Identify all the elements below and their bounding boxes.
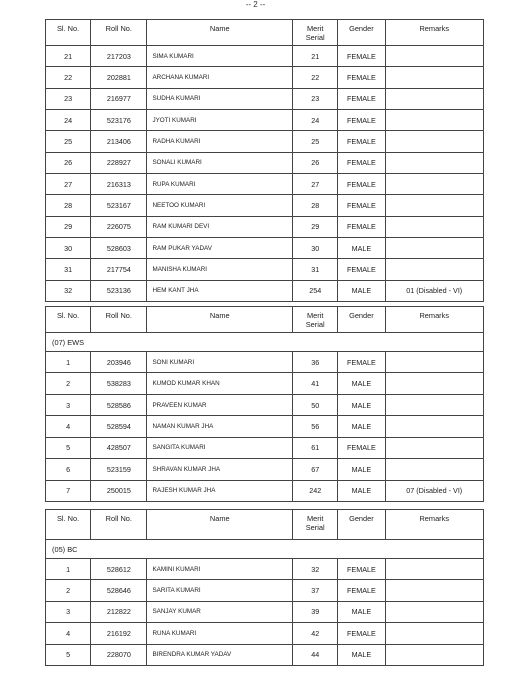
table-header-row <box>46 510 484 540</box>
header-roll-no: Roll No. <box>91 307 147 333</box>
header-sl-no: Sl. No. <box>46 20 91 46</box>
header-roll-no: Roll No. <box>91 510 147 540</box>
cell-merit-serial: 23 <box>293 88 338 109</box>
cell-name: SONALI KUMARI <box>147 152 293 173</box>
cell-merit-serial: 41 <box>293 373 338 394</box>
cell-roll-no: 523167 <box>91 195 147 216</box>
table-row <box>46 173 484 194</box>
cell-gender: FEMALE <box>338 259 385 280</box>
cell-gender: MALE <box>338 459 385 480</box>
cell-roll-no: 228927 <box>91 152 147 173</box>
cell-sl-no: 24 <box>46 109 91 130</box>
cell-roll-no: 528603 <box>91 237 147 258</box>
cell-roll-no: 216192 <box>91 623 147 644</box>
cell-roll-no: 428507 <box>91 437 147 458</box>
table-row <box>46 195 484 216</box>
cell-remarks <box>385 109 483 130</box>
header-sl-no: Sl. No. <box>46 510 91 540</box>
cell-merit-serial: 67 <box>293 459 338 480</box>
cell-name: SIMA KUMARI <box>147 46 293 67</box>
cell-remarks <box>385 131 483 152</box>
cell-sl-no: 5 <box>46 437 91 458</box>
cell-name: BIRENDRA KUMAR YADAV <box>147 644 293 665</box>
cell-sl-no: 26 <box>46 152 91 173</box>
cell-remarks <box>385 437 483 458</box>
cell-remarks: 01 (Disabled - VI) <box>385 280 483 301</box>
merit-table-section-1 <box>45 19 484 302</box>
table-row <box>46 152 484 173</box>
header-name: Name <box>147 20 293 46</box>
cell-merit-serial: 27 <box>293 173 338 194</box>
cell-merit-serial: 39 <box>293 601 338 622</box>
cell-name: RAM KUMARI DEVI <box>147 216 293 237</box>
cell-gender: FEMALE <box>338 173 385 194</box>
cell-gender: MALE <box>338 601 385 622</box>
cell-gender: FEMALE <box>338 559 385 580</box>
cell-remarks <box>385 580 483 601</box>
cell-sl-no: 23 <box>46 88 91 109</box>
cell-roll-no: 528586 <box>91 394 147 415</box>
cell-merit-serial: 37 <box>293 580 338 601</box>
table-row <box>46 216 484 237</box>
header-remarks: Remarks <box>385 307 483 333</box>
header-merit-line2: Serial <box>305 320 325 329</box>
table-row <box>46 88 484 109</box>
cell-name: RAM PUKAR YADAV <box>147 237 293 258</box>
cell-sl-no: 2 <box>46 373 91 394</box>
cell-remarks <box>385 623 483 644</box>
cell-gender: FEMALE <box>338 88 385 109</box>
cell-roll-no: 528594 <box>91 416 147 437</box>
cell-sl-no: 1 <box>46 352 91 373</box>
cell-merit-serial: 21 <box>293 46 338 67</box>
cell-roll-no: 213406 <box>91 131 147 152</box>
table-row <box>46 46 484 67</box>
cell-merit-serial: 30 <box>293 237 338 258</box>
cell-gender: FEMALE <box>338 437 385 458</box>
cell-merit-serial: 254 <box>293 280 338 301</box>
cell-roll-no: 216313 <box>91 173 147 194</box>
cell-gender: MALE <box>338 373 385 394</box>
cell-remarks <box>385 152 483 173</box>
cell-roll-no: 523136 <box>91 280 147 301</box>
cell-gender: FEMALE <box>338 623 385 644</box>
table-row <box>46 394 484 415</box>
header-remarks: Remarks <box>385 20 483 46</box>
cell-name: RUNA KUMARI <box>147 623 293 644</box>
header-roll-no: Roll No. <box>91 20 147 46</box>
merit-table-section-ews <box>45 306 484 502</box>
cell-remarks <box>385 88 483 109</box>
cell-roll-no: 226075 <box>91 216 147 237</box>
cell-gender: FEMALE <box>338 67 385 88</box>
cell-roll-no: 538283 <box>91 373 147 394</box>
category-label: (07) EWS <box>46 333 484 352</box>
cell-sl-no: 6 <box>46 459 91 480</box>
cell-sl-no: 5 <box>46 644 91 665</box>
cell-sl-no: 4 <box>46 416 91 437</box>
table-row <box>46 352 484 373</box>
cell-roll-no: 202881 <box>91 67 147 88</box>
cell-roll-no: 212822 <box>91 601 147 622</box>
cell-sl-no: 21 <box>46 46 91 67</box>
cell-remarks <box>385 416 483 437</box>
cell-gender: MALE <box>338 237 385 258</box>
cell-name: SANGITA KUMARI <box>147 437 293 458</box>
cell-remarks <box>385 216 483 237</box>
table-row <box>46 67 484 88</box>
cell-merit-serial: 24 <box>293 109 338 130</box>
table-row <box>46 580 484 601</box>
cell-remarks <box>385 46 483 67</box>
header-gender: Gender <box>338 20 385 46</box>
cell-gender: MALE <box>338 416 385 437</box>
cell-gender: FEMALE <box>338 352 385 373</box>
table-row <box>46 644 484 665</box>
cell-name: PRAVEEN KUMAR <box>147 394 293 415</box>
cell-roll-no: 528646 <box>91 580 147 601</box>
cell-gender: MALE <box>338 280 385 301</box>
table-row <box>46 131 484 152</box>
cell-remarks <box>385 459 483 480</box>
table-row <box>46 259 484 280</box>
header-merit-line2: Serial <box>305 523 325 532</box>
header-merit-line1: Merit <box>306 24 324 33</box>
cell-merit-serial: 31 <box>293 259 338 280</box>
category-row <box>46 540 484 559</box>
cell-remarks <box>385 173 483 194</box>
cell-name: SANJAY KUMAR <box>147 601 293 622</box>
cell-remarks <box>385 559 483 580</box>
header-merit-serial <box>293 20 338 46</box>
header-name: Name <box>147 510 293 540</box>
header-merit-serial <box>293 510 338 540</box>
cell-remarks <box>385 67 483 88</box>
header-merit-line1: Merit <box>306 311 324 320</box>
cell-sl-no: 31 <box>46 259 91 280</box>
table-row <box>46 416 484 437</box>
cell-remarks <box>385 352 483 373</box>
cell-remarks: 07 (Disabled - VI) <box>385 480 483 501</box>
cell-sl-no: 3 <box>46 394 91 415</box>
cell-remarks <box>385 394 483 415</box>
header-sl-no: Sl. No. <box>46 307 91 333</box>
category-label: (05) BC <box>46 540 484 559</box>
header-remarks: Remarks <box>385 510 483 540</box>
table-row <box>46 601 484 622</box>
cell-sl-no: 27 <box>46 173 91 194</box>
cell-name: ARCHANA KUMARI <box>147 67 293 88</box>
cell-name: RUPA KUMARI <box>147 173 293 194</box>
cell-roll-no: 203946 <box>91 352 147 373</box>
header-gender: Gender <box>338 307 385 333</box>
cell-name: RADHA KUMARI <box>147 131 293 152</box>
header-name: Name <box>147 307 293 333</box>
header-merit-serial <box>293 307 338 333</box>
cell-sl-no: 3 <box>46 601 91 622</box>
table-row <box>46 237 484 258</box>
table-header-row <box>46 20 484 46</box>
table-row <box>46 459 484 480</box>
cell-gender: FEMALE <box>338 109 385 130</box>
table-row <box>46 373 484 394</box>
page-number: -- 2 -- <box>245 0 266 9</box>
cell-roll-no: 250015 <box>91 480 147 501</box>
cell-merit-serial: 36 <box>293 352 338 373</box>
cell-sl-no: 4 <box>46 623 91 644</box>
cell-sl-no: 25 <box>46 131 91 152</box>
cell-name: SUDHA KUMARI <box>147 88 293 109</box>
cell-merit-serial: 242 <box>293 480 338 501</box>
cell-sl-no: 7 <box>46 480 91 501</box>
cell-name: HEM KANT JHA <box>147 280 293 301</box>
cell-merit-serial: 44 <box>293 644 338 665</box>
cell-sl-no: 22 <box>46 67 91 88</box>
cell-roll-no: 523159 <box>91 459 147 480</box>
cell-sl-no: 32 <box>46 280 91 301</box>
cell-merit-serial: 32 <box>293 559 338 580</box>
cell-sl-no: 28 <box>46 195 91 216</box>
header-merit-line2: Serial <box>305 33 325 42</box>
cell-merit-serial: 50 <box>293 394 338 415</box>
cell-remarks <box>385 237 483 258</box>
cell-name: SONI KUMARI <box>147 352 293 373</box>
table-header-row <box>46 307 484 333</box>
cell-roll-no: 523176 <box>91 109 147 130</box>
cell-sl-no: 1 <box>46 559 91 580</box>
header-merit-line1: Merit <box>306 514 324 523</box>
cell-merit-serial: 28 <box>293 195 338 216</box>
cell-roll-no: 217754 <box>91 259 147 280</box>
cell-name: NEETOO KUMARI <box>147 195 293 216</box>
cell-gender: FEMALE <box>338 216 385 237</box>
cell-name: SARITA KUMARI <box>147 580 293 601</box>
cell-remarks <box>385 601 483 622</box>
table-row <box>46 480 484 501</box>
cell-roll-no: 217203 <box>91 46 147 67</box>
cell-merit-serial: 42 <box>293 623 338 644</box>
table-row <box>46 623 484 644</box>
cell-roll-no: 528612 <box>91 559 147 580</box>
cell-gender: FEMALE <box>338 580 385 601</box>
cell-gender: FEMALE <box>338 195 385 216</box>
cell-gender: FEMALE <box>338 131 385 152</box>
cell-name: KAMINI KUMARI <box>147 559 293 580</box>
table-row <box>46 437 484 458</box>
cell-merit-serial: 26 <box>293 152 338 173</box>
cell-name: SHRAVAN KUMAR JHA <box>147 459 293 480</box>
cell-name: RAJESH KUMAR JHA <box>147 480 293 501</box>
cell-merit-serial: 22 <box>293 67 338 88</box>
cell-merit-serial: 56 <box>293 416 338 437</box>
cell-sl-no: 30 <box>46 237 91 258</box>
cell-merit-serial: 61 <box>293 437 338 458</box>
table-row <box>46 280 484 301</box>
table-row <box>46 559 484 580</box>
cell-name: MANISHA KUMARI <box>147 259 293 280</box>
cell-roll-no: 216977 <box>91 88 147 109</box>
merit-table-section-bc <box>45 509 484 666</box>
cell-gender: FEMALE <box>338 46 385 67</box>
cell-gender: MALE <box>338 480 385 501</box>
table-row <box>46 109 484 130</box>
cell-gender: MALE <box>338 644 385 665</box>
cell-sl-no: 29 <box>46 216 91 237</box>
cell-name: KUMOD KUMAR KHAN <box>147 373 293 394</box>
cell-sl-no: 2 <box>46 580 91 601</box>
cell-roll-no: 228070 <box>91 644 147 665</box>
cell-name: NAMAN KUMAR JHA <box>147 416 293 437</box>
cell-remarks <box>385 195 483 216</box>
cell-gender: FEMALE <box>338 152 385 173</box>
cell-gender: MALE <box>338 394 385 415</box>
category-row <box>46 333 484 352</box>
cell-merit-serial: 25 <box>293 131 338 152</box>
cell-name: JYOTI KUMARI <box>147 109 293 130</box>
cell-remarks <box>385 644 483 665</box>
cell-remarks <box>385 259 483 280</box>
cell-remarks <box>385 373 483 394</box>
header-gender: Gender <box>338 510 385 540</box>
cell-merit-serial: 29 <box>293 216 338 237</box>
